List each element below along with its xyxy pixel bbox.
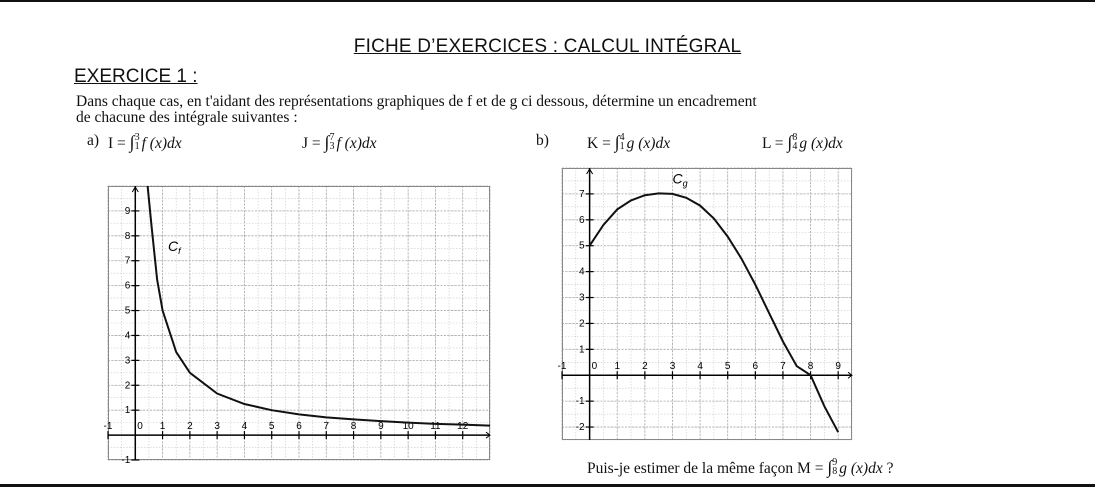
integral-L-lower: 4: [792, 141, 798, 153]
y-tick-label: 1: [124, 405, 131, 417]
y-tick-label: 2: [124, 380, 131, 392]
x-tick-label: 3: [214, 421, 220, 433]
x-tick-label: 0: [137, 421, 143, 433]
integral-K-name: K: [587, 135, 599, 152]
x-tick-label: 10: [402, 421, 414, 433]
chart-g: [557, 168, 852, 440]
integral-L: L = ∫ 8 4 g (x)dx: [762, 132, 843, 153]
integral-M-upper: 9: [832, 457, 838, 469]
y-tick-label: 8: [124, 230, 131, 242]
y-tick-label: 9: [124, 205, 131, 217]
chart-f: [103, 186, 490, 466]
integral-J-lower: 3: [329, 141, 335, 153]
y-tick-label: 7: [124, 255, 131, 267]
x-tick-label: -1: [103, 421, 113, 433]
top-border: [0, 0, 1095, 2]
x-tick-label: 9: [835, 361, 841, 373]
x-tick-label: 3: [669, 361, 676, 373]
y-tick-label: 6: [579, 214, 585, 226]
integral-sign-icon: ∫: [129, 132, 135, 152]
integral-I-lower: 1: [134, 141, 140, 153]
curve-f: [148, 186, 490, 426]
integral-I: I = ∫ 3 1 f (x)dx: [108, 132, 182, 153]
y-tick-label: 2: [579, 318, 585, 330]
x-tick-label: 9: [378, 421, 384, 433]
integral-L-name: L: [762, 135, 771, 152]
y-tick-label: -1: [121, 455, 131, 466]
integral-sign-icon: ∫: [324, 132, 330, 152]
x-tick-label: 8: [807, 361, 814, 373]
y-tick-label: 1: [579, 344, 585, 356]
x-tick-label: 11: [430, 421, 441, 433]
integral-J-upper: 7: [329, 132, 335, 144]
y-tick-label: 3: [124, 355, 131, 367]
integral-I-name: I: [108, 135, 114, 152]
final-question: Puis-je estimer de la même façon M = ∫ 9 8 g (x)dx ?: [587, 457, 894, 478]
integral-J: J = ∫ 7 3 f (x)dx: [302, 132, 377, 153]
x-tick-label: 6: [296, 421, 302, 433]
integral-sign-icon: ∫: [614, 132, 620, 152]
integral-J-name: J: [302, 135, 309, 152]
integral-M-integrand: g (x)dx: [839, 460, 883, 477]
y-tick-label: 4: [124, 330, 131, 342]
integral-sign-icon: ∫: [827, 457, 833, 477]
final-question-prefix: Puis-je estimer de la même façon M: [587, 460, 811, 477]
integral-J-integrand: f (x)dx: [336, 135, 377, 152]
x-tick-label: 4: [241, 421, 248, 433]
question-b-label: b): [536, 132, 549, 149]
x-tick-label: 6: [752, 361, 759, 373]
x-tick-label: 2: [187, 421, 193, 433]
y-tick-label: 6: [124, 280, 131, 292]
x-tick-label: 1: [159, 421, 166, 433]
x-tick-label: 1: [614, 361, 621, 373]
x-tick-label: 7: [323, 421, 330, 433]
x-tick-label: 7: [780, 361, 786, 373]
y-tick-label: 7: [579, 188, 585, 200]
integral-I-upper: 3: [134, 132, 140, 144]
integral-K-lower: 1: [619, 141, 625, 153]
integral-L-upper: 8: [792, 132, 798, 144]
y-tick-label: -2: [575, 422, 585, 434]
y-tick-label: 5: [579, 240, 585, 252]
curve-label: $C_f$: [168, 237, 181, 256]
integral-sign-icon: ∫: [787, 132, 793, 152]
question-a-label: a): [87, 132, 100, 149]
instruction-line-2: de chacune des intégrale suivantes :: [76, 109, 298, 126]
integral-K-upper: 4: [619, 132, 625, 144]
curve-label: $C_g$: [672, 170, 688, 189]
curve-label-sub: g: [682, 178, 688, 189]
y-tick-label: -1: [575, 396, 585, 408]
final-question-suffix: ?: [882, 460, 894, 477]
chart-border: [563, 169, 852, 440]
integral-I-integrand: f (x)dx: [141, 135, 182, 152]
y-tick-label: 5: [124, 305, 131, 317]
y-tick-label: 3: [579, 292, 585, 304]
integral-K: K = ∫ 4 1 g (x)dx: [587, 132, 671, 153]
integral-M-lower: 8: [832, 466, 838, 478]
x-tick-label: 5: [724, 361, 731, 373]
sheet-title: FICHE D’EXERCICES : CALCUL INTÉGRAL: [353, 36, 742, 57]
x-tick-label: 5: [268, 421, 275, 433]
x-tick-label: 2: [642, 361, 648, 373]
x-tick-label: 12: [457, 421, 469, 433]
integral-K-integrand: g (x)dx: [626, 135, 671, 152]
y-tick-label: 4: [579, 266, 585, 278]
x-tick-label: 4: [697, 361, 703, 373]
x-tick-label: -1: [557, 361, 567, 373]
bottom-border: [0, 484, 1095, 487]
instruction-line-1: Dans chaque cas, en t'aidant des représentations graphiques de f et de g ci dessous, détermine un encadrement: [76, 93, 757, 110]
x-tick-label: 0: [591, 361, 598, 373]
integral-L-integrand: g (x)dx: [799, 135, 843, 152]
curve-label-sub: f: [178, 245, 181, 256]
exercise-title: EXERCICE 1 :: [74, 66, 198, 87]
x-tick-label: 8: [350, 421, 357, 433]
